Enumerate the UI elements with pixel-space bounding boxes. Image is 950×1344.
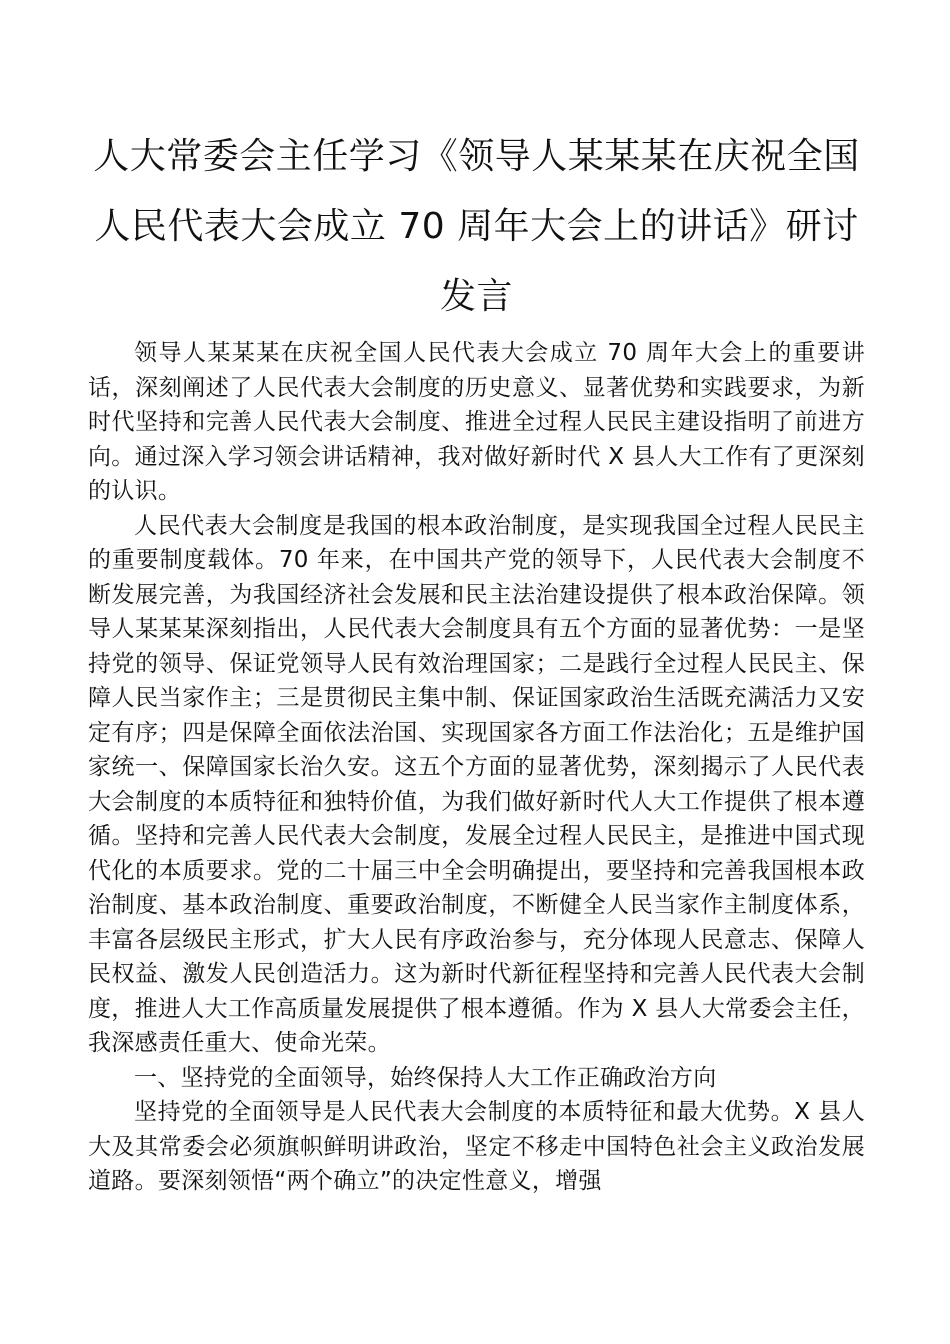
document-body xyxy=(88,336,865,1199)
paragraph-section-1: 坚持党的全面领导是人民代表大会制度的本质特征和最大优势。X 县人大及其常委会必须旗帜鲜明讲政治，坚定不移走中国特色社会主义政治发展道路。要深刻领悟“两个确立”的决定性意义，增强 xyxy=(88,1099,865,1194)
document-page xyxy=(88,122,865,1199)
paragraph-background: 人民代表大会制度是我国的根本政治制度，是实现我国全过程人民民主的重要制度载体。70 年来，在中国共产党的领导下，人民代表大会制度不断发展完善，为我国经济社会发展和民主法治建设提供了根本政治保障。领导人某某某深刻指出，人民代表大会制度具有五个方面的显著优势：一是坚持党的领导、保证党领导人民有效治理国家；二是践行全过程人民民主、保障人民当家作主；三是贯彻民主集中制、保证国家政治生活既充满活力又安定有序；四是保障全面依法治国、实现国家各方面工作法治化；五是维护国家统一、保障国家长治久安。这五个方面的显著优势，深刻揭示了人民代表大会制度的本质特征和独特价值，为我们做好新时代人大工作提供了根本遵循。坚持和完善人民代表大会制度，发展全过程人民民主，是推进中国式现代化的本质要求。党的二十届三中全会明确提出，要坚持和完善我国根本政治制度、基本政治制度、重要政治制度，不断健全人民当家作主制度体系，丰富各层级民主形式，扩大人民有序政治参与，充分体现人民意志、保障人民权益、激发人民创造活力。这为新时代新征程坚持和完善人民代表大会制度，推进人大工作高质量发展提供了根本遵循。作为 X 县人大常委会主任，我深感责任重大、使命光荣。 xyxy=(88,512,865,1056)
section-heading-1: 一、坚持党的全面领导，始终保持人大工作正确政治方向 xyxy=(134,1064,717,1091)
paragraph-intro: 领导人某某某在庆祝全国人民代表大会成立 70 周年大会上的重要讲话，深刻阐述了人民代表大会制度的历史意义、显著优势和实践要求，为新时代坚持和完善人民代表大会制度、推进全过程人民民主建设指明了前进方向。通过深入学习领会讲话精神，我对做好新时代 X 县人大工作有了更深刻的认识。 xyxy=(88,340,865,504)
document-title: 人大常委会主任学习《领导人某某某在庆祝全国人民代表大会成立 70 周年大会上的讲话》研讨发言 xyxy=(93,136,860,317)
